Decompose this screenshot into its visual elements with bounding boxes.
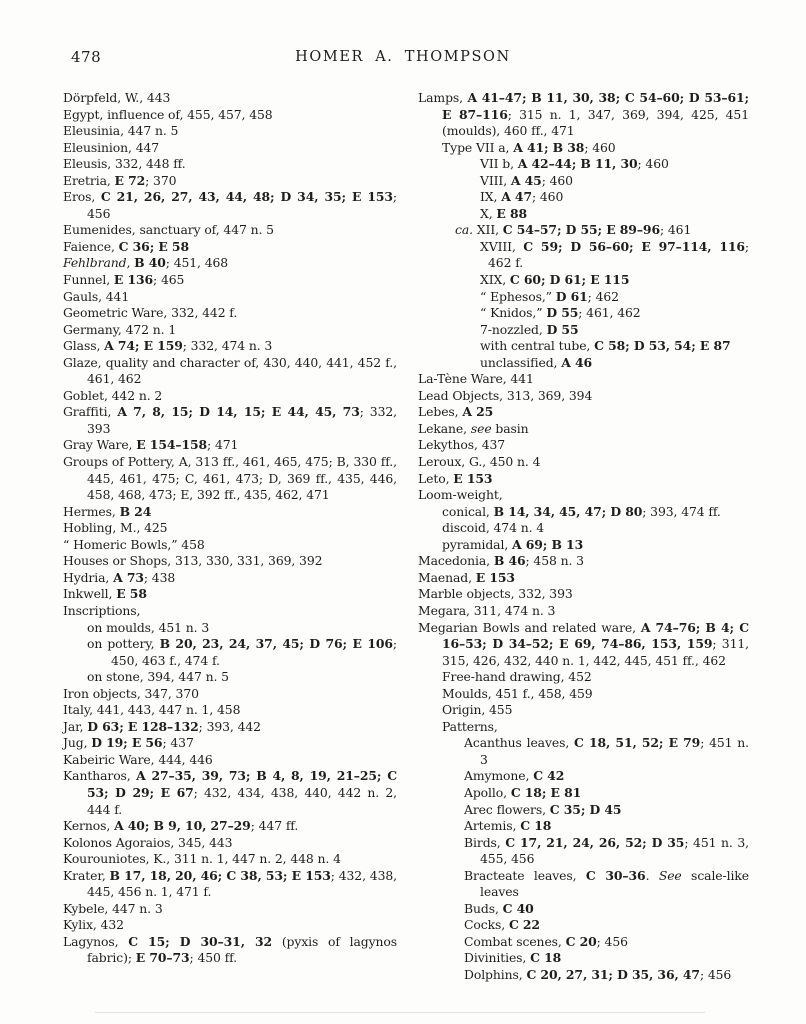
- index-entry-segment: ; 438: [143, 569, 176, 585]
- index-entry: [63, 404, 397, 437]
- index-entry: [418, 156, 749, 173]
- index-entry: [63, 868, 397, 901]
- index-entry: [63, 669, 397, 686]
- index-entry-segment: ; 451, 468: [165, 255, 229, 271]
- index-entry-segment: C 35; D 45: [549, 801, 622, 817]
- index-entry: [418, 603, 749, 620]
- index-entry-segment: A 74–76; B 4; C 16–53; D 34–52; E 69, 74–86, 153, 159: [442, 619, 749, 652]
- index-entry-segment: Faience,: [63, 238, 119, 254]
- index-entry-segment: X,: [480, 205, 497, 221]
- index-entry: [418, 901, 749, 918]
- index-entry-segment: Birds,: [464, 834, 506, 850]
- index-columns: [63, 90, 749, 984]
- index-entry-segment: C 21, 26, 27, 43, 44, 48; D 34, 35; E 153: [100, 189, 393, 205]
- index-entry-segment: Type VII a,: [442, 139, 514, 155]
- index-entry-segment: Patterns,: [442, 718, 498, 734]
- index-entry: [418, 785, 749, 802]
- index-entry-segment: Acanthus leaves,: [464, 735, 575, 751]
- index-entry-segment: on moulds, 451 n. 3: [87, 619, 210, 635]
- index-entry-segment: D 63; E 128–132: [87, 718, 199, 734]
- index-entry: [63, 355, 397, 388]
- index-entry-segment: C 42: [533, 768, 565, 784]
- index-entry-segment: A 41; B 38: [513, 139, 585, 155]
- index-entry-segment: ,: [126, 255, 135, 271]
- index-entry-segment: ; 462: [587, 288, 619, 304]
- index-entry: [418, 504, 749, 521]
- scan-artifact-line: [95, 1012, 705, 1013]
- index-entry-segment: C 59; D 56–60; E 97–114, 116: [523, 238, 745, 254]
- index-entry-segment: Glaze, quality and character of, 430, 440, 441, 452 f., 461, 462: [63, 354, 397, 387]
- index-entry: [418, 140, 749, 157]
- index-entry: [63, 289, 397, 306]
- index-entry: [418, 421, 749, 438]
- index-entry: [418, 802, 749, 819]
- index-entry-segment: ; 393, 474 ff.: [642, 503, 721, 519]
- index-entry-segment: Kernos,: [63, 818, 115, 834]
- index-entry-segment: Italy, 441, 443, 447 n. 1, 458: [63, 702, 241, 718]
- index-entry: [63, 437, 397, 454]
- index-entry-segment: A 40; B 9, 10, 27–29: [114, 818, 251, 834]
- index-entry-segment: VII b,: [480, 156, 518, 172]
- index-entry: [418, 388, 749, 405]
- index-entry-segment: ca.: [455, 222, 473, 238]
- index-entry-segment: C 20: [565, 933, 597, 949]
- index-entry-segment: ; 456: [699, 966, 732, 982]
- index-entry-segment: C 36; E 58: [118, 238, 189, 254]
- index-entry-segment: ; 451 n. 3, 455, 456: [480, 834, 749, 867]
- index-column-right: [418, 90, 749, 984]
- index-entry-segment: C 54–57; D 55; E 89–96: [502, 222, 660, 238]
- index-entry: [418, 322, 749, 339]
- index-entry-segment: basin: [491, 420, 529, 436]
- index-entry: [63, 768, 397, 818]
- index-entry-segment: Kantharos,: [63, 768, 137, 784]
- index-entry-segment: .: [645, 867, 659, 883]
- index-entry: [418, 222, 749, 239]
- index-entry-segment: A 47: [501, 189, 532, 205]
- index-entry-segment: Origin, 455: [442, 702, 513, 718]
- index-entry: [63, 504, 397, 521]
- index-entry-segment: Buds,: [464, 900, 503, 916]
- index-entry-segment: Geometric Ware, 332, 442 f.: [63, 305, 238, 321]
- index-entry: [418, 917, 749, 934]
- index-entry: [63, 222, 397, 239]
- index-entry-segment: ; 465: [153, 272, 185, 288]
- index-entry-segment: ; 370: [145, 172, 177, 188]
- index-entry-segment: Amymone,: [464, 768, 534, 784]
- index-entry-segment: B 14, 34, 45, 47; D 80: [493, 503, 643, 519]
- index-entry-segment: C 58; D 53, 54; E 87: [594, 338, 731, 354]
- index-entry-segment: ; 456: [596, 933, 628, 949]
- index-entry-segment: with central tube,: [480, 338, 595, 354]
- index-entry-segment: C 17, 21, 24, 26, 52; D 35: [505, 834, 685, 850]
- index-entry: [63, 140, 397, 157]
- index-entry-segment: unclassified,: [480, 354, 562, 370]
- index-entry-segment: A 41–47; B 11, 30, 38; C 54–60; D 53–61; E 87–116: [442, 90, 749, 122]
- index-entry-segment: Eumenides, sanctuary of, 447 n. 5: [63, 222, 274, 238]
- index-entry-segment: ; 432, 438, 445, 456 n. 1, 471 f.: [87, 867, 397, 900]
- index-entry-segment: C 18, 51, 52; E 79: [574, 735, 701, 751]
- index-entry-segment: ; 471: [207, 437, 239, 453]
- index-entry-segment: Jar,: [63, 718, 88, 734]
- index-entry-segment: A 25: [462, 404, 494, 420]
- index-entry-segment: Eleusinion, 447: [63, 139, 160, 155]
- index-entry-segment: Groups of Pottery, A, 313 ff., 461, 465, 475; B, 330 ff., 445, 461, 475; C, 461, 473; D, 369 ff., 435, 446, 458, 468, 473; E, 392 ff., 435, 462, 471: [63, 454, 397, 503]
- index-entry-segment: Divinities,: [464, 950, 531, 966]
- index-entry: [418, 934, 749, 951]
- index-entry-segment: Kourouniotes, K., 311 n. 1, 447 n. 2, 448 n. 4: [63, 851, 341, 867]
- index-entry-segment: pyramidal,: [442, 536, 513, 552]
- index-entry-segment: Kabeiric Ware, 444, 446: [63, 751, 213, 767]
- index-entry-segment: A 74; E 159: [104, 338, 183, 354]
- index-entry-segment: XVIII,: [480, 238, 524, 254]
- index-entry: [63, 603, 397, 620]
- index-entry: [63, 255, 397, 272]
- index-entry: [418, 437, 749, 454]
- index-entry-segment: ; 460: [637, 156, 669, 172]
- index-entry: [418, 570, 749, 587]
- index-entry-segment: Cocks,: [464, 917, 509, 933]
- index-entry: [418, 454, 749, 471]
- index-entry-segment: Free-hand drawing, 452: [442, 669, 592, 685]
- index-entry-segment: Iron objects, 347, 370: [63, 685, 199, 701]
- index-entry: [418, 735, 749, 768]
- index-entry-segment: Graffiti,: [63, 404, 118, 420]
- index-entry-segment: A 7, 8, 15; D 14, 15; E 44, 45, 73: [117, 404, 360, 420]
- index-entry-segment: A 42–44; B 11, 30: [517, 156, 638, 172]
- index-entry: [418, 239, 749, 272]
- index-entry-segment: Eretria,: [63, 172, 115, 188]
- index-entry-segment: Artemis,: [464, 818, 521, 834]
- index-entry-segment: “ Knidos,”: [480, 305, 547, 321]
- index-entry: [63, 553, 397, 570]
- index-entry-segment: E 72: [114, 172, 146, 188]
- index-entry-segment: B 17, 18, 20, 46; C 38, 53; E 153: [109, 867, 331, 883]
- index-entry: [63, 305, 397, 322]
- index-entry: [63, 123, 397, 140]
- index-entry: [63, 239, 397, 256]
- index-entry-segment: Glass,: [63, 338, 105, 354]
- index-entry-segment: ; 456: [87, 189, 397, 221]
- index-entry-segment: Funnel,: [63, 272, 114, 288]
- index-entry-segment: Marble objects, 332, 393: [418, 586, 573, 602]
- index-entry: [63, 338, 397, 355]
- index-entry: [63, 520, 397, 537]
- index-entry-segment: Fehlbrand: [63, 255, 127, 271]
- index-entry-segment: Apollo,: [464, 784, 511, 800]
- index-entry-segment: C 30–36: [585, 867, 646, 883]
- index-entry: [63, 189, 397, 222]
- index-entry-segment: ; 460: [531, 189, 564, 205]
- index-column-left: [63, 90, 397, 984]
- index-entry-segment: B 46: [493, 553, 526, 569]
- index-entry: [63, 752, 397, 769]
- index-entry-segment: Lebes,: [418, 404, 463, 420]
- index-entry: [418, 620, 749, 670]
- index-entry-segment: ; 461: [659, 222, 692, 238]
- index-entry-segment: Hermes,: [63, 503, 120, 519]
- index-entry: [418, 520, 749, 537]
- index-entry-segment: B 24: [119, 503, 152, 519]
- index-entry: [63, 90, 397, 107]
- index-entry: [418, 553, 749, 570]
- index-entry: [418, 702, 749, 719]
- index-entry-segment: A 45: [510, 172, 542, 188]
- index-entry-segment: discoid, 474 n. 4: [442, 520, 545, 536]
- index-entry-segment: Lamps,: [418, 90, 468, 105]
- index-entry-segment: ; 311, 315, 426, 432, 440 n. 1, 442, 445, 451 ff., 462: [442, 636, 749, 668]
- index-entry-segment: Krater,: [63, 867, 110, 883]
- index-entry-segment: E 136: [113, 272, 154, 288]
- index-entry-segment: E 153: [453, 470, 493, 486]
- index-entry-segment: C 60; D 61; E 115: [509, 272, 630, 288]
- index-entry-segment: “ Homeric Bowls,” 458: [63, 536, 205, 552]
- index-entry-segment: C 22: [508, 917, 540, 933]
- index-entry-segment: Hobling, M., 425: [63, 520, 168, 536]
- index-entry-segment: Lekane,: [418, 420, 471, 436]
- index-entry-segment: B 20, 23, 24, 37, 45; D 76; E 106: [159, 636, 393, 652]
- index-entry: [418, 206, 749, 223]
- index-entry: [63, 586, 397, 603]
- index-entry-segment: E 153: [475, 569, 515, 585]
- index-entry-segment: Eleusis, 332, 448 ff.: [63, 156, 186, 172]
- index-entry-segment: Hydria,: [63, 569, 114, 585]
- index-entry-segment: C 20, 27, 31; D 35, 36, 47: [526, 966, 700, 982]
- index-entry: [418, 338, 749, 355]
- index-entry-segment: E 70–73: [135, 950, 190, 966]
- index-entry-segment: Lekythos, 437: [418, 437, 506, 453]
- index-entry: [418, 404, 749, 421]
- index-entry: [63, 818, 397, 835]
- index-entry: [418, 686, 749, 703]
- index-entry-segment: B 40: [134, 255, 166, 271]
- index-entry-segment: D 55: [546, 305, 579, 321]
- index-entry-segment: ; 332, 474 n. 3: [182, 338, 273, 354]
- index-entry-segment: ; 460: [584, 139, 616, 155]
- index-entry-segment: ; 461, 462: [578, 305, 641, 321]
- index-entry-segment: Loom-weight,: [418, 487, 503, 503]
- index-entry-segment: see: [470, 420, 492, 436]
- index-entry-segment: Inscriptions,: [63, 602, 141, 618]
- index-entry-segment: Gray Ware,: [63, 437, 137, 453]
- index-entry: [418, 669, 749, 686]
- index-entry-segment: C 40: [502, 900, 534, 916]
- index-entry: [63, 454, 397, 504]
- index-entry-segment: Leroux, G., 450 n. 4: [418, 454, 541, 470]
- index-entry: [63, 719, 397, 736]
- index-entry: [418, 487, 749, 504]
- index-entry-segment: La-Tène Ware, 441: [418, 371, 534, 387]
- index-entry-segment: Bracteate leaves,: [464, 867, 586, 883]
- index-entry: [418, 289, 749, 306]
- index-entry: [418, 719, 749, 736]
- index-entry-segment: ; 393, 442: [198, 718, 261, 734]
- index-entry-segment: (pyxis of lagynos fabric);: [87, 933, 398, 966]
- index-entry: [63, 570, 397, 587]
- index-entry: [63, 735, 397, 752]
- index-entry: [418, 950, 749, 967]
- index-entry-segment: ; 447 ff.: [250, 818, 299, 834]
- index-entry-segment: C 18; E 81: [510, 784, 582, 800]
- index-entry-segment: Germany, 472 n. 1: [63, 321, 177, 337]
- index-entry-segment: ; 462 f.: [488, 238, 749, 271]
- index-entry: [418, 586, 749, 603]
- index-entry-segment: Jug,: [63, 735, 92, 751]
- index-entry-segment: Houses or Shops, 313, 330, 331, 369, 392: [63, 553, 323, 569]
- index-entry-segment: Lagynos,: [63, 933, 129, 949]
- index-entry-segment: Kolonos Agoraios, 345, 443: [63, 834, 233, 850]
- index-entry-segment: scale-like leaves: [480, 867, 749, 900]
- index-entry-segment: Inkwell,: [63, 586, 117, 602]
- index-entry: [63, 173, 397, 190]
- index-entry: [418, 371, 749, 388]
- index-entry: [418, 967, 749, 984]
- index-entry: [418, 189, 749, 206]
- index-entry: [418, 90, 749, 140]
- index-entry: [418, 305, 749, 322]
- index-entry: [63, 537, 397, 554]
- index-entry-segment: ; 451 n. 3: [480, 735, 749, 767]
- index-entry-segment: ; 315 n. 1, 347, 369, 394, 425, 451 (moulds), 460 ff., 471: [442, 106, 749, 139]
- index-entry-segment: Megarian Bowls and related ware,: [418, 619, 641, 635]
- index-entry-segment: Arec flowers,: [464, 801, 550, 817]
- index-entry-segment: ; 432, 434, 438, 440, 442 n. 2, 444 f.: [87, 784, 398, 817]
- index-entry-segment: E 154–158: [136, 437, 208, 453]
- index-entry-segment: A 69; B 13: [512, 536, 584, 552]
- index-entry-segment: Gauls, 441: [63, 288, 130, 304]
- index-entry-segment: C 15; D 30–31, 32: [128, 933, 273, 949]
- index-entry-segment: Egypt, influence of, 455, 457, 458: [63, 106, 273, 122]
- index-entry: [418, 768, 749, 785]
- index-entry: [418, 272, 749, 289]
- index-entry-segment: ; 458 n. 3: [525, 553, 584, 569]
- index-entry-segment: A 27–35, 39, 73; B 4, 8, 19, 21–25; C 53; D 29; E 67: [87, 768, 397, 800]
- index-entry: [63, 686, 397, 703]
- index-entry: [63, 901, 397, 918]
- index-entry-segment: Kybele, 447 n. 3: [63, 900, 163, 916]
- index-entry-segment: C 18: [520, 818, 552, 834]
- index-entry-segment: on stone, 394, 447 n. 5: [87, 669, 229, 685]
- index-entry: [63, 636, 397, 669]
- index-entry-segment: A 73: [113, 569, 144, 585]
- index-entry: [63, 934, 397, 967]
- index-entry-segment: ; 450 ff.: [189, 950, 238, 966]
- index-entry: [418, 818, 749, 835]
- index-entry-segment: 7-nozzled,: [480, 321, 547, 337]
- index-entry-segment: D 61: [555, 288, 588, 304]
- index-entry: [63, 322, 397, 339]
- index-entry: [63, 835, 397, 852]
- index-entry: [418, 868, 749, 901]
- index-entry-segment: ; 460: [541, 172, 573, 188]
- index-entry-segment: C 18: [530, 950, 562, 966]
- index-entry-segment: XII,: [472, 222, 503, 238]
- index-entry-segment: Eleusinia, 447 n. 5: [63, 123, 179, 139]
- index-entry-segment: IX,: [480, 189, 502, 205]
- index-entry-segment: ; 437: [162, 735, 194, 751]
- index-entry-segment: Leto,: [418, 470, 454, 486]
- page-number: 478: [71, 48, 102, 66]
- index-entry-segment: E 58: [116, 586, 147, 602]
- index-entry: [418, 355, 749, 372]
- index-entry: [418, 537, 749, 554]
- index-entry-segment: ; 450, 463 f., 474 f.: [111, 636, 397, 668]
- index-entry-segment: Maenad,: [418, 569, 476, 585]
- index-entry-segment: on pottery,: [87, 636, 160, 652]
- index-entry: [63, 702, 397, 719]
- index-entry-segment: D 19; E 56: [91, 735, 163, 751]
- index-entry-segment: Lead Objects, 313, 369, 394: [418, 387, 593, 403]
- index-entry-segment: “ Ephesos,”: [480, 288, 556, 304]
- index-entry: [63, 107, 397, 124]
- index-entry-segment: Macedonia,: [418, 553, 494, 569]
- index-entry-segment: Dolphins,: [464, 966, 527, 982]
- index-entry-segment: conical,: [442, 503, 494, 519]
- index-entry: [63, 272, 397, 289]
- running-head: HOMER A. THOMPSON: [295, 49, 511, 65]
- index-entry: [63, 156, 397, 173]
- index-entry: [63, 388, 397, 405]
- index-entry-segment: XIX,: [480, 272, 510, 288]
- index-entry-segment: VIII,: [480, 172, 511, 188]
- index-entry: [63, 917, 397, 934]
- index-entry: [418, 835, 749, 868]
- index-entry-segment: A 46: [561, 354, 593, 370]
- index-entry-segment: Megara, 311, 474 n. 3: [418, 602, 556, 618]
- index-entry-segment: ; 332, 393: [87, 404, 397, 436]
- index-entry: [63, 851, 397, 868]
- index-entry: [418, 173, 749, 190]
- index-entry-segment: Goblet, 442 n. 2: [63, 387, 163, 403]
- index-entry-segment: E 88: [496, 205, 528, 221]
- index-entry: [418, 471, 749, 488]
- index-entry-segment: D 55: [546, 321, 579, 337]
- index-entry-segment: Eros,: [63, 189, 101, 205]
- index-entry-segment: See: [658, 867, 682, 883]
- index-entry-segment: Moulds, 451 f., 458, 459: [442, 685, 593, 701]
- index-entry: [63, 620, 397, 637]
- index-entry-segment: Kylix, 432: [63, 917, 124, 933]
- index-entry-segment: Combat scenes,: [464, 933, 566, 949]
- index-entry-segment: Dörpfeld, W., 443: [63, 90, 171, 105]
